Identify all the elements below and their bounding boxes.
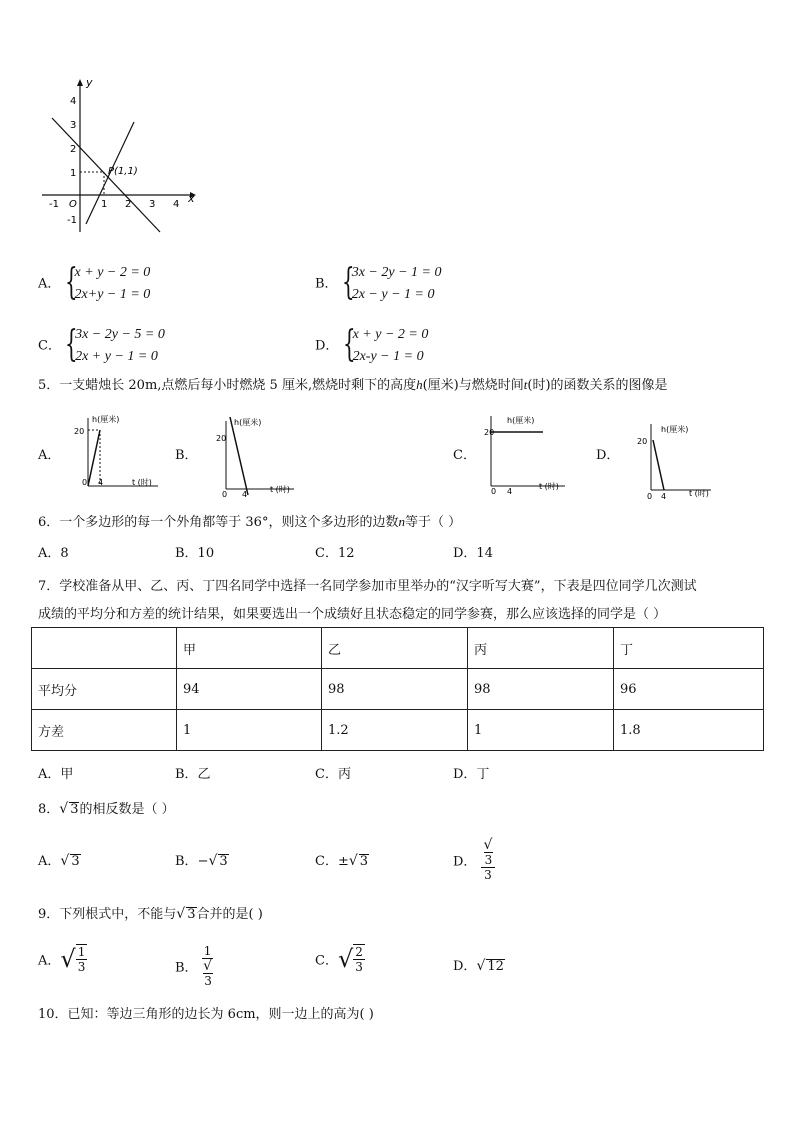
q7-option-c[interactable]: C．丙	[315, 767, 351, 782]
svg-text:t (时): t (时)	[270, 485, 290, 494]
table-header-cell: 丙	[468, 628, 614, 669]
svg-text:20: 20	[216, 434, 227, 443]
svg-text:t (时): t (时)	[539, 482, 559, 491]
svg-text:20: 20	[637, 437, 648, 446]
table-cell: 94	[177, 669, 322, 710]
q10-stem: 10．已知：等边三角形的边长为 6cm，则一边上的高为( )	[38, 1007, 374, 1022]
q8-option-d[interactable]: D． √ 3 3	[453, 838, 495, 882]
q4-option-c[interactable]: C． { 3x − 2y − 5 = 0 2x + y − 1 = 0	[38, 324, 165, 368]
q6-option-d[interactable]: D．14	[453, 546, 493, 561]
y-tick: 2	[70, 144, 77, 155]
q8-stem: 8．√ 3的相反数是（ ）	[38, 801, 175, 817]
y-axis-label: y	[86, 76, 93, 89]
q8-option-a[interactable]: A．√ 3	[38, 853, 80, 869]
q9-option-b[interactable]: B． 1 √ 3	[175, 944, 212, 988]
x-tick: 2	[125, 199, 132, 210]
q9-option-c[interactable]: C．√ $\frac{2}{3}$	[315, 945, 363, 974]
svg-text:t (时): t (时)	[132, 478, 152, 487]
table-row	[32, 669, 764, 710]
svg-text:0: 0	[222, 490, 228, 497]
svg-text:4: 4	[242, 490, 248, 497]
q5-graph-b[interactable]	[212, 415, 307, 497]
x-axis-label: x	[188, 192, 195, 205]
q5-option-d-label[interactable]: D．	[596, 448, 620, 463]
table-header-cell: 乙	[322, 628, 468, 669]
q4-option-a[interactable]: A． { x + y − 2 = 0 2x+y − 1 = 0	[38, 262, 150, 306]
table-row	[32, 710, 764, 751]
q5-graph-d[interactable]	[633, 420, 728, 502]
svg-text:t (时): t (时)	[689, 489, 709, 498]
q5-stem: 5．一支蜡烛长 20m,点燃后每小时燃烧 5 厘米,燃烧时剩下的高度h(厘米)与燃烧时间t(时)的函数关系的图像是	[38, 377, 668, 393]
q8-option-c[interactable]: C．±√ 3	[315, 853, 369, 869]
x-tick: 4	[173, 199, 180, 210]
table-cell: 1	[177, 710, 322, 751]
svg-text:h(厘米): h(厘米)	[92, 415, 120, 424]
y-tick: -1	[67, 215, 77, 226]
q7-option-d[interactable]: D．丁	[453, 767, 490, 782]
table-cell: 1	[468, 710, 614, 751]
q6-option-a[interactable]: A．8	[38, 546, 69, 561]
origin-label: O	[69, 199, 77, 210]
table-header-cell: 甲	[177, 628, 322, 669]
svg-text:4: 4	[507, 487, 513, 494]
svg-text:20: 20	[74, 427, 85, 436]
table-cell: 1.2	[322, 710, 468, 751]
x-tick: -1	[49, 199, 59, 210]
svg-text:4: 4	[98, 478, 104, 487]
q7-score-table	[31, 627, 764, 751]
q5-option-a-label[interactable]: A．	[38, 448, 61, 463]
svg-text:0: 0	[491, 487, 497, 494]
table-cell: 96	[614, 669, 764, 710]
svg-text:h(厘米): h(厘米)	[507, 416, 535, 425]
table-cell: 98	[468, 669, 614, 710]
q4-option-b[interactable]: B． { 3x − 2y − 1 = 0 2x − y − 1 = 0	[315, 262, 441, 306]
table-cell: 98	[322, 669, 468, 710]
q4-graph	[38, 74, 198, 236]
svg-text:h(厘米): h(厘米)	[234, 418, 262, 427]
svg-text:0: 0	[647, 492, 653, 501]
svg-text:h(厘米): h(厘米)	[661, 425, 689, 434]
y-tick: 1	[70, 168, 77, 179]
q5-option-c-label[interactable]: C．	[453, 448, 476, 463]
q6-option-b[interactable]: B．10	[175, 546, 215, 561]
q5-graph-a[interactable]	[68, 412, 163, 494]
q6-option-c[interactable]: C．12	[315, 546, 355, 561]
q4-option-d[interactable]: D． { x + y − 2 = 0 2x-y − 1 = 0	[315, 324, 428, 368]
q5-graph-c[interactable]	[483, 412, 578, 494]
q7-option-a[interactable]: A．甲	[38, 767, 74, 782]
q6-stem: 6．一个多边形的每一个外角都等于 36°，则这个多边形的边数n等于（ ）	[38, 514, 462, 530]
q7-stem-line1: 7．学校准备从甲、乙、丙、丁四名同学中选择一名同学参加市里举办的“汉字听写大赛”，下表是四位同学几次测试	[38, 579, 697, 594]
y-tick: 3	[70, 120, 77, 131]
table-cell	[32, 628, 177, 669]
table-row	[32, 628, 764, 669]
table-cell: 1.8	[614, 710, 764, 751]
q7-option-b[interactable]: B．乙	[175, 767, 211, 782]
svg-text:4: 4	[661, 492, 667, 501]
q5-option-b-label[interactable]: B．	[175, 448, 198, 463]
x-tick: 3	[149, 199, 156, 210]
q7-stem-line2: 成绩的平均分和方差的统计结果，如果要选出一个成绩好且状态稳定的同学参赛，那么应该选择的同学是（ ）	[38, 607, 667, 622]
svg-text:0: 0	[82, 478, 88, 487]
svg-text:20: 20	[484, 428, 495, 437]
q9-option-a[interactable]: A．√ $\frac{1}{3}$	[38, 945, 86, 974]
point-p-label: P(1,1)	[108, 166, 138, 177]
table-cell: 方差	[32, 710, 177, 751]
x-tick: 1	[101, 199, 108, 210]
y-tick: 4	[70, 96, 77, 107]
q8-option-b[interactable]: B．−√ 3	[175, 853, 228, 869]
table-cell: 平均分	[32, 669, 177, 710]
q9-stem: 9．下列根式中，不能与√ 3合并的是( )	[38, 906, 263, 922]
table-header-cell: 丁	[614, 628, 764, 669]
q9-option-d[interactable]: D．√ 12	[453, 958, 504, 974]
